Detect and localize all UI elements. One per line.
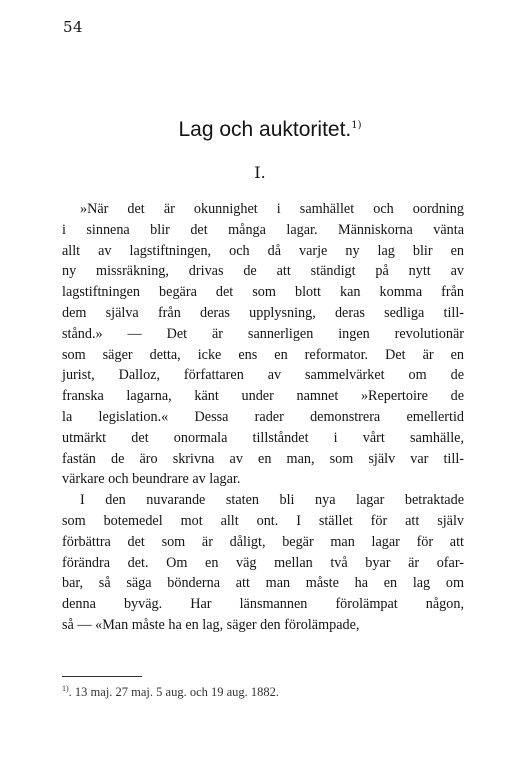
text-line: fastän de äro skrivna av en man, som själv var till- [62, 450, 464, 467]
footnote [62, 684, 279, 700]
text-line: värkare och beundrare av lagar. [62, 471, 241, 488]
text-line: ny missräkning, drivas de att ständigt på nytt av [62, 263, 464, 280]
text-line: bar, så säga bönderna att man måste ha en lag om [62, 575, 464, 592]
text-line: som säger detta, icke ens en reformator. Det är en [62, 346, 464, 363]
text-line: lagstiftningen begära det som blott kan komma från [62, 284, 464, 301]
chapter-title-text: Lag och auktoritet. [178, 118, 352, 141]
text-line: allt av lagstiftningen, och då varje ny lag blir en [62, 242, 464, 259]
text-line: dem själva från deras upplysning, deras sedliga till- [62, 304, 464, 321]
footnote-text: . 13 maj. 27 maj. 5 aug. och 19 aug. 1882. [68, 685, 280, 700]
text-line: förändra det. Om en väg mellan två byar är ofar- [62, 554, 464, 571]
text-line: la legislation.« Dessa rader demonstrera emellertid [62, 408, 464, 425]
text-line: så — «Man måste ha en lag, säger den förolämpade, [62, 616, 360, 633]
text-line: jurist, Dalloz, författaren av sammelvärket om de [62, 367, 464, 384]
text-line: utmärkt det onormala tillståndet i vårt samhälle, [62, 429, 464, 446]
section-numeral: I. [254, 163, 266, 182]
footnote-marker: 1) [62, 684, 69, 693]
text-line: förbättra det som är dåligt, begär man lagar för att [62, 533, 464, 550]
page-number: 54 [63, 18, 84, 36]
text-line: som botemedel mot allt ont. I stället för att själv [62, 512, 464, 529]
text-line: denna byväg. Har länsmannen förolämpat någon, [62, 596, 464, 613]
text-line: I den nuvarande staten bli nya lagar betraktade [80, 492, 464, 509]
text-line: i sinnena blir det många lagar. Människorna vänta [62, 221, 464, 238]
chapter-title [0, 118, 516, 142]
text-line: stånd.» — Det är sannerligen ingen revolutionär [62, 325, 464, 342]
text-line: »När det är okunnighet i samhället och oordning [80, 201, 464, 217]
footnote-rule [62, 676, 142, 677]
title-footnote-marker: 1) [351, 120, 362, 131]
body-text [62, 199, 464, 636]
text-line: franska lagarna, känt under namnet »Repertoire de [62, 388, 464, 405]
